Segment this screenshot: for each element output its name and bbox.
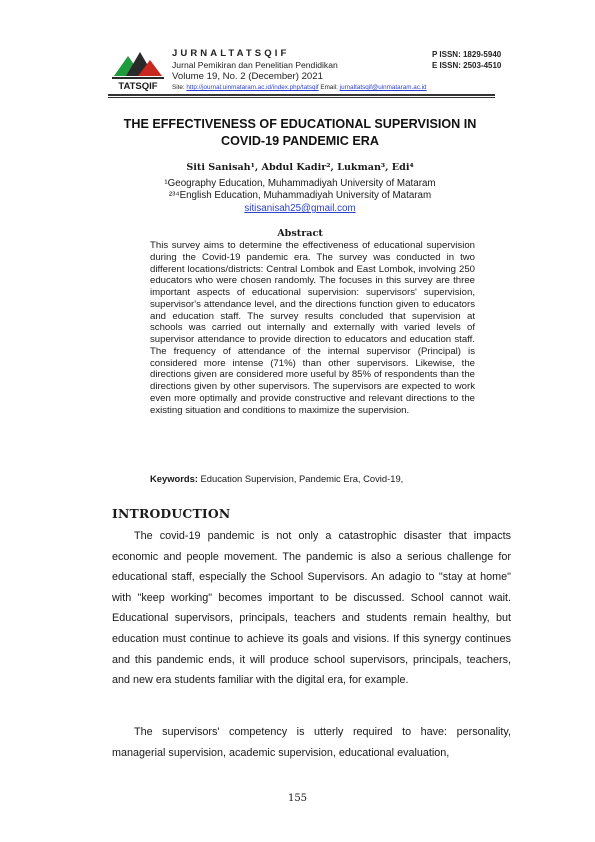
intro-paragraph-2: The supervisors' competency is utterly required to have: personality, managerial supervision, academic supervision, educational evaluation,: [112, 726, 511, 759]
site-label: Site:: [172, 84, 185, 91]
article-title: THE EFFECTIVENESS OF EDUCATIONAL SUPERVISION IN COVID-19 PANDEMIC ERA: [123, 117, 477, 148]
header-rule-thick: [108, 94, 495, 96]
article-authors: Siti Sanisah¹, Abdul Kadir², Lukman³, Edi⁴: [186, 162, 414, 173]
site-link[interactable]: http://journal.uinmataram.ac.id/index.php/tatsqif: [186, 84, 319, 91]
intro-paragraph-1: The covid-19 pandemic is not only a catastrophic disaster that impacts economic and people movement. The pandemic is also a serious challenge for educational staff, especially the School Supervisors. An adagio to "stay at home" with "keep working" becomes important to be discussed. School cannot wait. Educational supervisors, principals, teachers and students remain healthy, but education must continue to achieve its goals and visions. If this synergy continues and this pandemic ends, it will produce school supervisors, principals, teachers, and new era students familiar with the digital era, for example.: [112, 530, 511, 687]
header-rule-thin: [108, 97, 495, 98]
journal-logo: [108, 46, 168, 92]
affiliation-1: ¹Geography Education, Muhammadiyah University of Mataram: [164, 178, 436, 189]
author-email-link[interactable]: sitisanisah25@gmail.com: [244, 203, 356, 214]
section-heading-introduction: INTRODUCTION: [112, 506, 231, 521]
email-label: Email:: [320, 84, 338, 91]
keywords-text: Education Supervision, Pandemic Era, Covid-19,: [200, 473, 404, 484]
keywords-line: [150, 473, 403, 484]
affiliation-2: ²³⁴English Education, Muhammadiyah University of Mataram: [168, 190, 432, 201]
journal-subtitle: Jurnal Pemikiran dan Penelitian Pendidikan: [172, 60, 338, 70]
journal-site-line: [172, 84, 427, 91]
p-issn: P ISSN: 1829-5940: [432, 50, 502, 59]
journal-email-link[interactable]: jurnaltatsqif@uinmataram.ac.id: [339, 84, 427, 91]
journal-volume: Volume 19, No. 2 (December) 2021: [172, 71, 323, 82]
logo-text: TATSQIF: [118, 81, 158, 92]
page-number: 155: [287, 793, 308, 804]
keywords-label: Keywords:: [150, 473, 198, 484]
journal-name: JURNALTATSQIF: [172, 48, 290, 59]
abstract-text: This survey aims to determine the effectiveness of educational supervision during the Covid-19 pandemic era. The survey was conducted in two different locations/districts: Central Lombok and East Lombok, involving 250 educators who were chosen randomly. The focuses in this survey are three important aspects of educational supervision: supervisors' supervision, supervisor's attendance level, and the directions function given to educators and education staff. The survey results concluded that supervision at schools was carried out internally and externally with varied levels of supervisor attendance to provide direction to educators and education staff. The frequency of attendance of the internal supervisor (Principal) is considered more intense (71%) than other supervisors. Likewise, the directions given are considered more useful by 85% of respondents than the directions given by other supervisors. The supervisors are expected to work even more optimally and provide constructive and relevant directions to the existing situation and conditions to maximize the supervision.: [150, 240, 475, 416]
abstract-heading: Abstract: [277, 228, 323, 239]
e-issn: E ISSN: 2503-4510: [432, 61, 502, 70]
